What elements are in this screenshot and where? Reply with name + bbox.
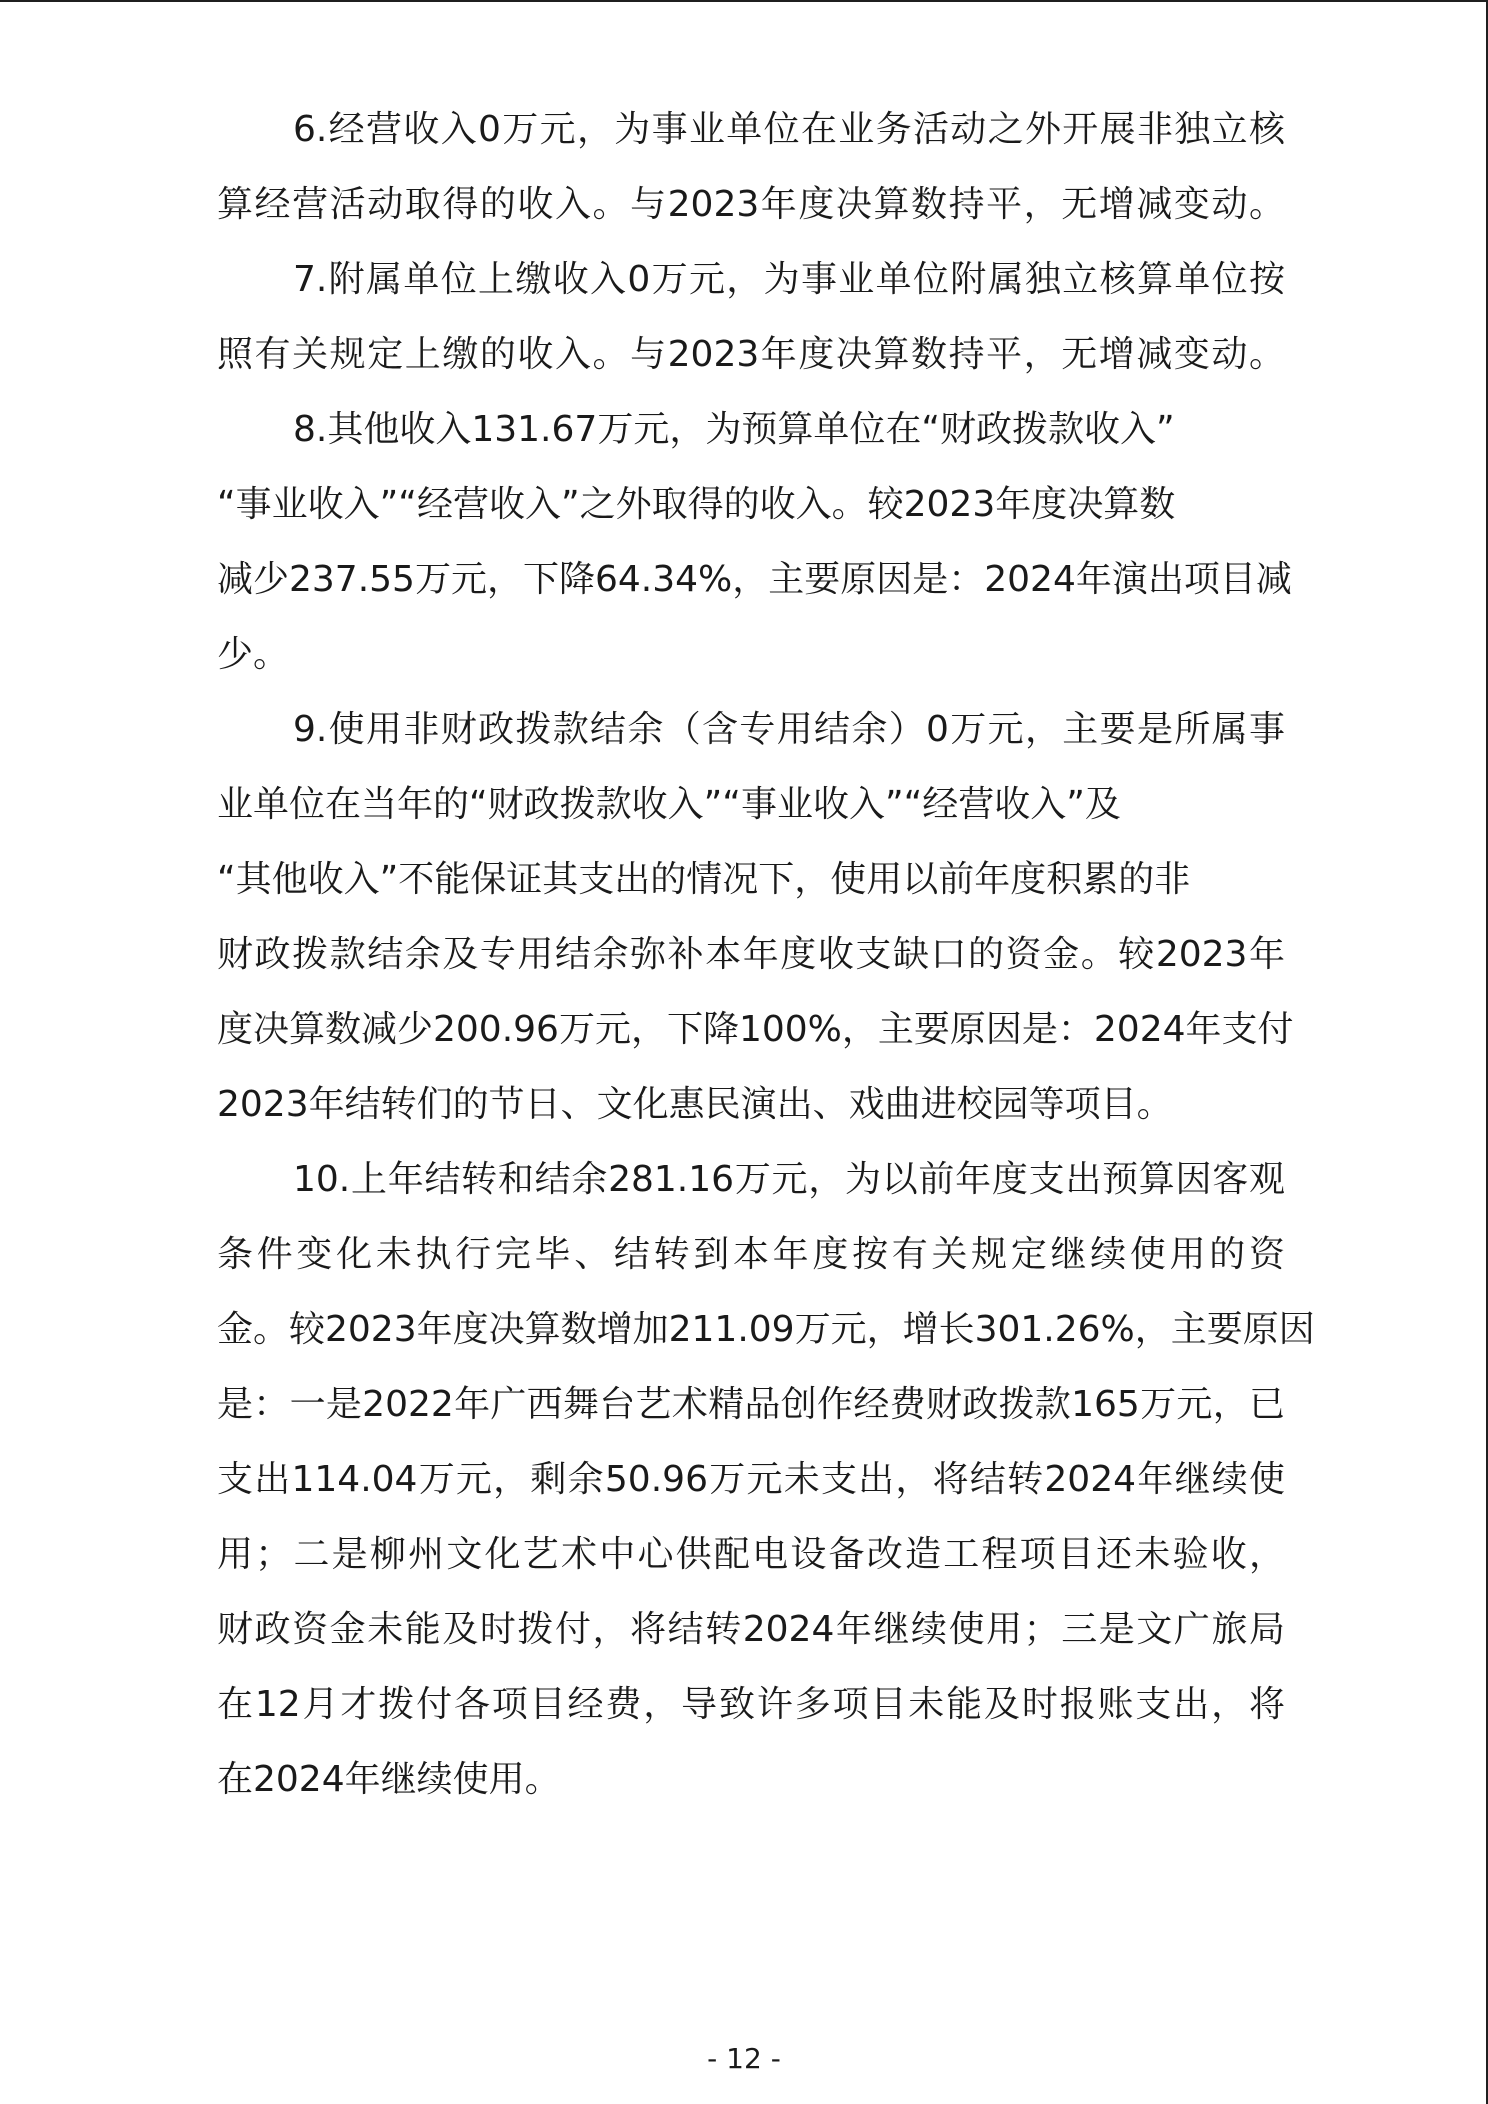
- text-line: “事业收入”“经营收入”之外取得的收入。较2023年度决算数: [217, 484, 1176, 525]
- text-line: 减少237.55万元，下降64.34%，主要原因是：2024年演出项目减: [217, 559, 1292, 600]
- text-line: 财政拨款结余及专用结余弥补本年度收支缺口的资金。较2023年: [217, 934, 1285, 975]
- text-line: 用；二是柳州文化艺术中心供配电设备改造工程项目还未验收，: [217, 1534, 1285, 1575]
- text-line: 财政资金未能及时拨付，将结转2024年继续使用；三是文广旅局: [217, 1609, 1285, 1650]
- page-number: - 12 -: [707, 2042, 781, 2075]
- text-line: 9.使用非财政拨款结余（含专用结余）0万元，主要是所属事: [293, 709, 1285, 750]
- text-line: 6.经营收入0万元，为事业单位在业务活动之外开展非独立核: [293, 109, 1285, 150]
- text-line: 度决算数减少200.96万元，下降100%，主要原因是：2024年支付: [217, 1009, 1294, 1050]
- text-line: “其他收入”不能保证其支出的情况下，使用以前年度积累的非: [217, 859, 1191, 900]
- text-line: 支出114.04万元，剩余50.96万元未支出，将结转2024年继续使: [217, 1459, 1285, 1500]
- text-line: 是：一是2022年广西舞台艺术精品创作经费财政拨款165万元，已: [217, 1384, 1285, 1425]
- text-line: 在12月才拨付各项目经费，导致许多项目未能及时报账支出，将: [217, 1684, 1285, 1725]
- text-line: 金。较2023年度决算数增加211.09万元，增长301.26%，主要原因: [217, 1309, 1315, 1350]
- text-line: 少。: [217, 634, 290, 675]
- text-line: 业单位在当年的“财政拨款收入”“事业收入”“经营收入”及: [217, 784, 1121, 825]
- text-line: 照有关规定上缴的收入。与2023年度决算数持平，无增减变动。: [217, 334, 1285, 375]
- text-line: 10.上年结转和结余281.16万元，为以前年度支出预算因客观: [293, 1159, 1285, 1200]
- text-line: 条件变化未执行完毕、结转到本年度按有关规定继续使用的资: [217, 1234, 1285, 1275]
- text-line: 2023年结转们的节日、文化惠民演出、戏曲进校园等项目。: [217, 1084, 1173, 1125]
- text-line: 7.附属单位上缴收入0万元，为事业单位附属独立核算单位按: [293, 259, 1285, 300]
- text-line: 算经营活动取得的收入。与2023年度决算数持平，无增减变动。: [217, 184, 1285, 225]
- body-text: [217, 92, 1315, 1817]
- text-line: 8.其他收入131.67万元，为预算单位在“财政拨款收入”: [293, 409, 1175, 450]
- text-line: 在2024年继续使用。: [217, 1759, 561, 1800]
